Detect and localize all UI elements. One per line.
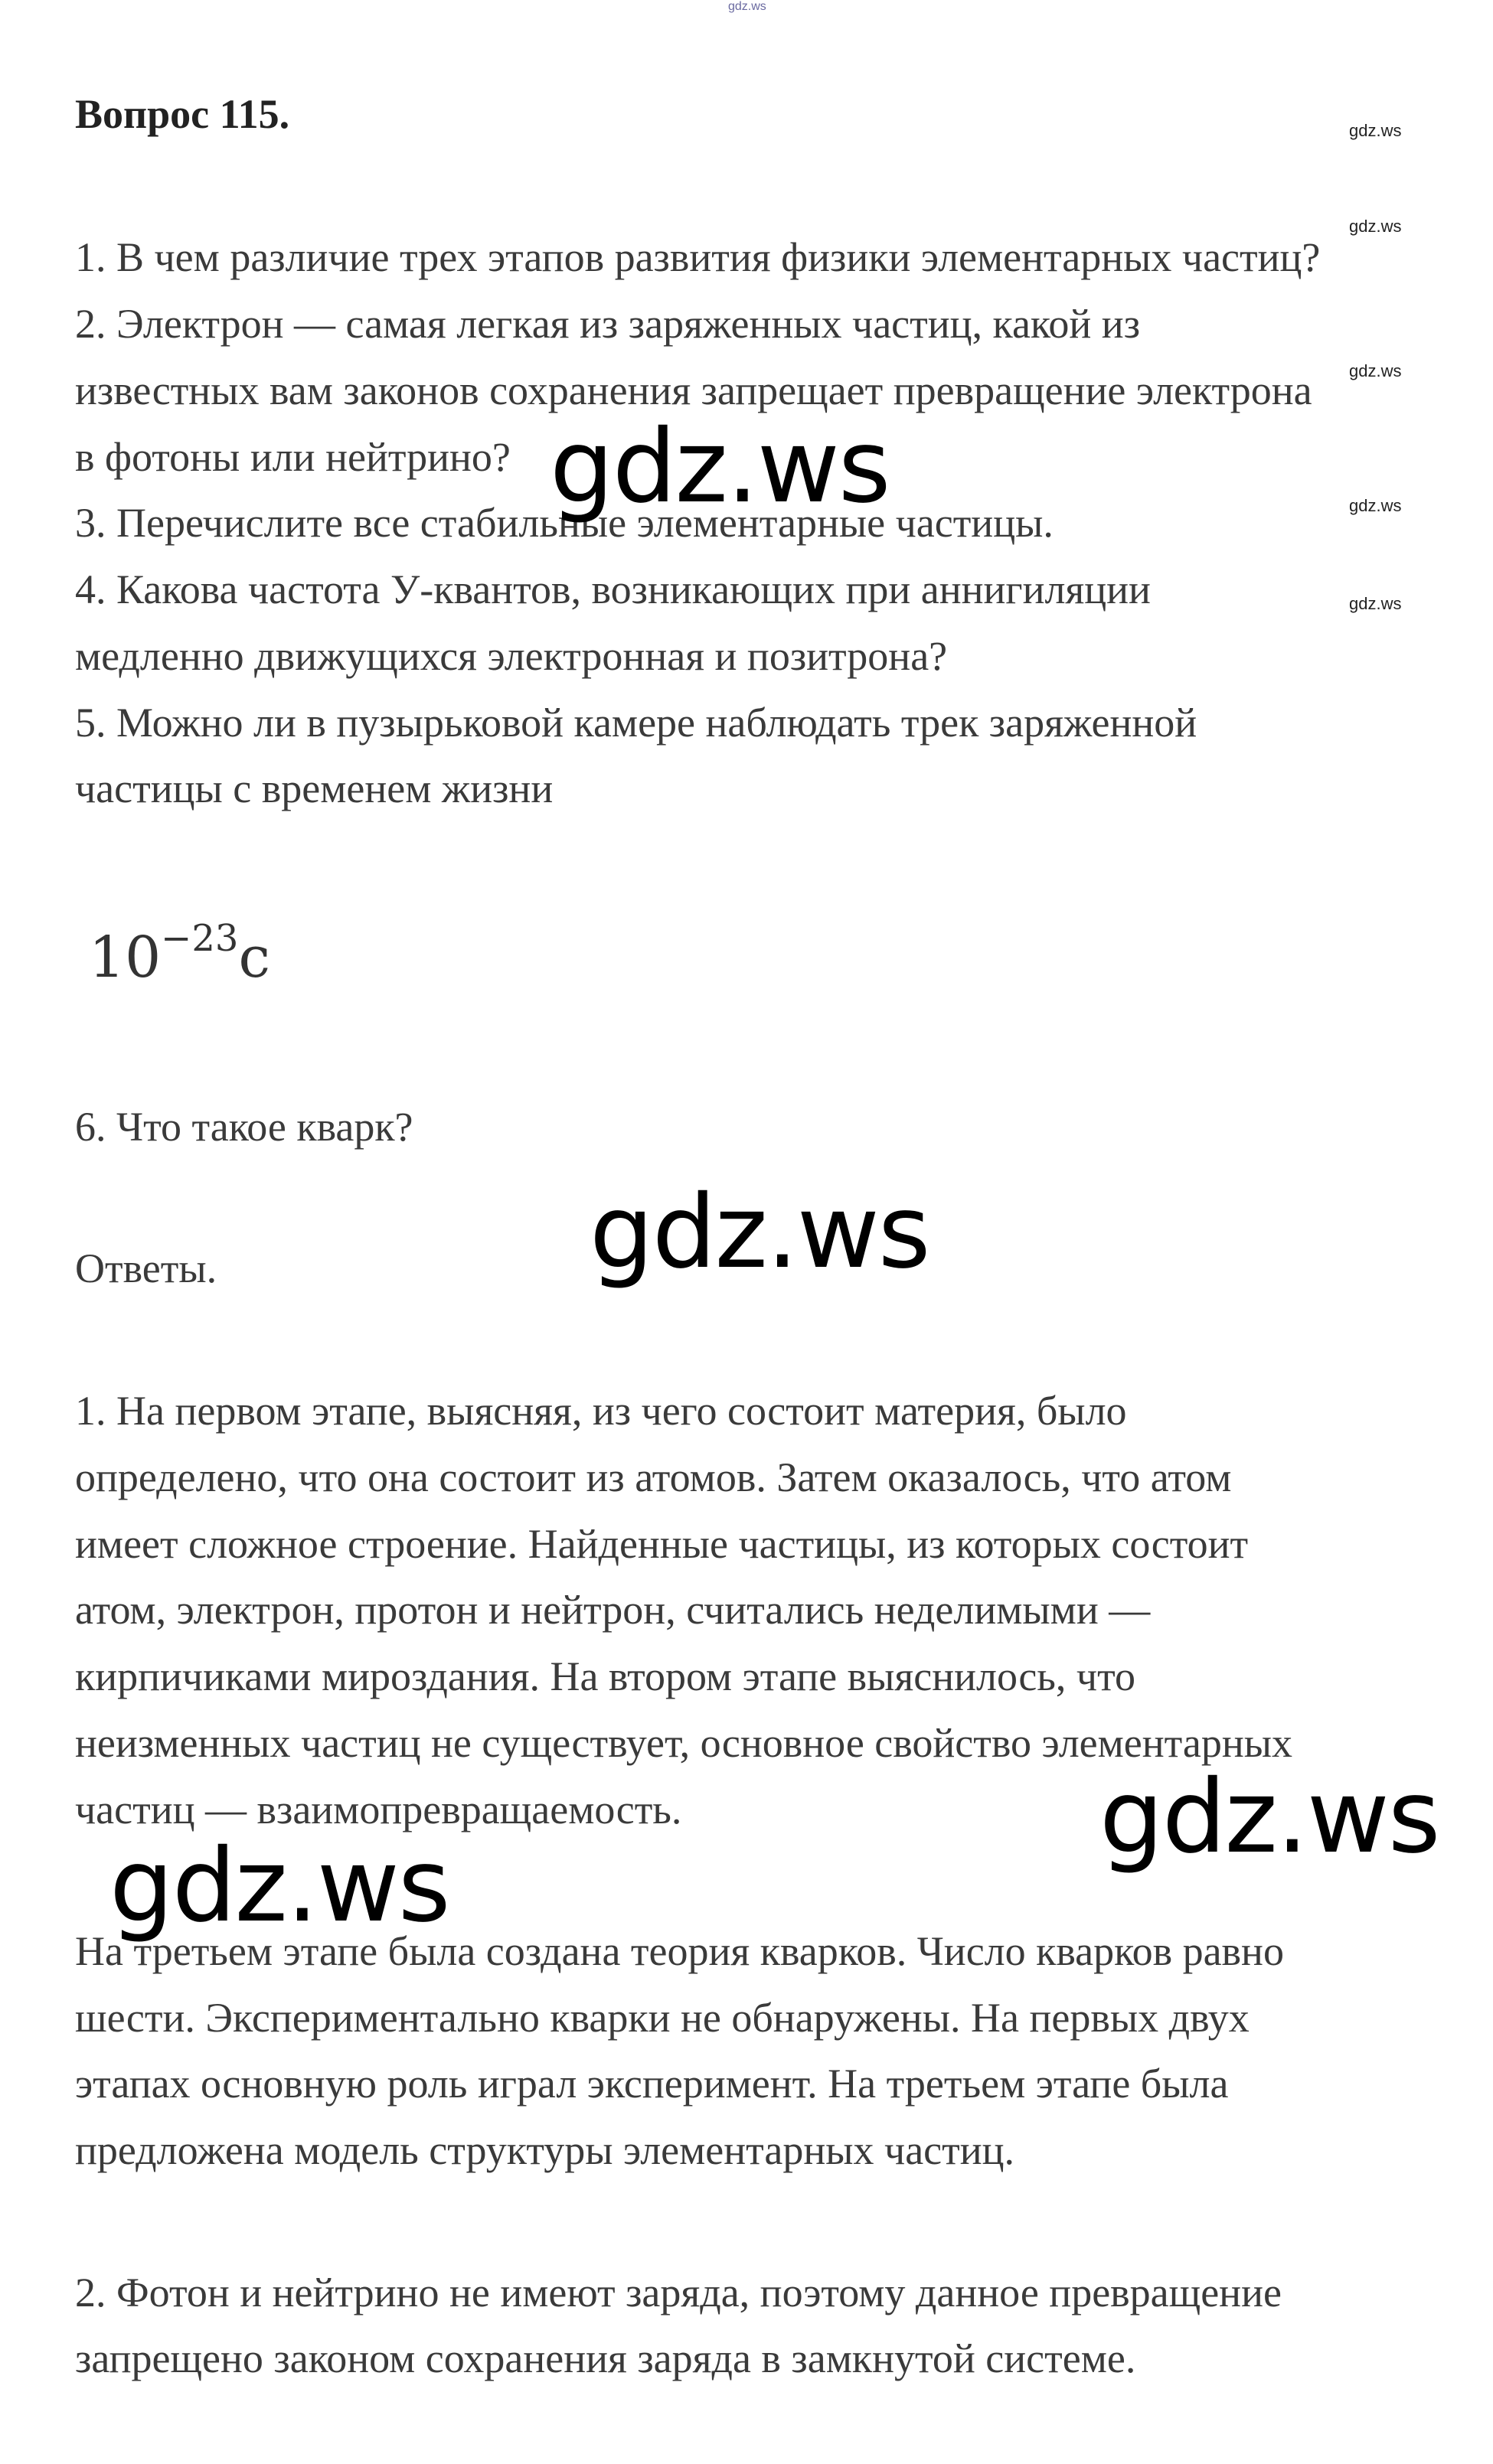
question-line: 1. В чем различие трех этапов развития физики элементарных частиц? (75, 234, 1321, 280)
question-line: частицы с временем жизни (75, 765, 554, 811)
answer-line: имеет сложное строение. Найденные частицы, из которых состоит (75, 1521, 1249, 1567)
formula-exponent: −23 (161, 917, 239, 961)
question-line: в фотоны или нейтрино? (75, 434, 511, 480)
watermark-large: gdz.ws (590, 1173, 929, 1291)
watermark-large: gdz.ws (550, 408, 890, 526)
watermark-small: gdz.ws (1349, 121, 1402, 140)
watermark-small: gdz.ws (1349, 496, 1402, 515)
answer-line: запрещено законом сохранения заряда в замкнутой системе. (75, 2335, 1136, 2381)
answer-line: На третьем этапе была создана теория кварков. Число кварков равно (75, 1928, 1284, 1974)
question-line: 4. Какова частота У-квантов, возникающих при аннигиляции (75, 566, 1151, 612)
answer-line: частиц — взаимопревращаемость. (75, 1787, 682, 1832)
answer-line: атом, электрон, протон и нейтрон, считались неделимыми — (75, 1587, 1151, 1633)
answers-heading: Ответы. (75, 1245, 217, 1291)
answer-line: предложена модель структуры элементарных частиц. (75, 2127, 1015, 2173)
question-line: 6. Что такое кварк? (75, 1104, 413, 1150)
formula-unit: с (238, 925, 270, 990)
watermark-small: gdz.ws (1349, 594, 1402, 613)
question-line: известных вам законов сохранения запрещает превращение электрона (75, 367, 1312, 413)
answer-line: шести. Экспериментально кварки не обнаружены. На первых двух (75, 1995, 1250, 2041)
question-line: медленно движущихся электронная и позитрона? (75, 633, 948, 679)
watermark-small: gdz.ws (1349, 217, 1402, 236)
question-line: 2. Электрон — самая легкая из заряженных частиц, какой из (75, 301, 1141, 347)
page-title: Вопрос 115. (75, 91, 290, 137)
question-line: 5. Можно ли в пузырьковой камере наблюдать трек заряженной (75, 700, 1197, 746)
answer-line: этапах основную роль играл эксперимент. На третьем этапе была (75, 2061, 1229, 2107)
answer-line: неизменных частиц не существует, основное свойство элементарных (75, 1720, 1293, 1766)
watermark-small: gdz.ws (1349, 361, 1402, 380)
answer-line: 1. На первом этапе, выясняя, из чего состоит материя, было (75, 1388, 1127, 1434)
answer-line: определено, что она состоит из атомов. Затем оказалось, что атом (75, 1454, 1232, 1500)
answer-line: кирпичиками мироздания. На втором этапе выяснилось, что (75, 1653, 1135, 1699)
watermark-large: gdz.ws (109, 1827, 449, 1945)
watermark-large: gdz.ws (1099, 1758, 1439, 1876)
question-line: 3. Перечислите все стабильные элементарные частицы. (75, 500, 1054, 546)
formula-base: 10 (89, 925, 162, 990)
answer-line: 2. Фотон и нейтрино не имеют заряда, поэтому данное превращение (75, 2270, 1282, 2316)
watermark-top: gdz.ws (728, 0, 766, 13)
formula-lifetime (89, 917, 270, 992)
